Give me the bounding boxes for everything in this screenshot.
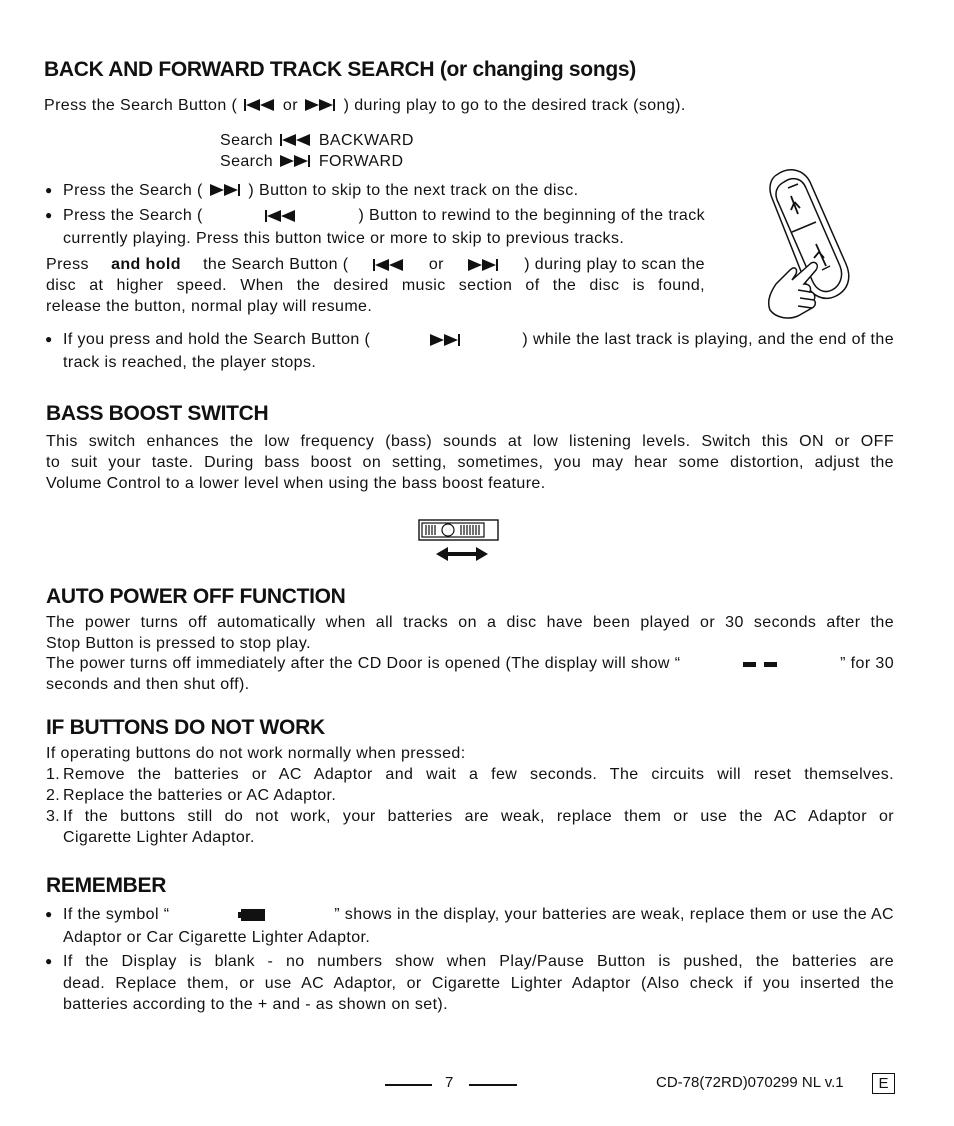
remember-display-line2: dead. Replace them, or use AC Adaptor, or Cigarette Lighter Adaptor (Also check if you inserted the [63,975,894,992]
b1-text-b: ) Button to skip to the next track on the disc. [248,182,579,199]
legend-backward-label: BACKWARD [318,132,414,149]
b3-text-a: If you press and hold the Search Button ( [63,331,371,348]
auto-power-line3 [46,653,894,674]
legend-backward [220,130,414,151]
remember-battery-line2: Adaptor or Car Cigarette Lighter Adaptor. [63,929,371,946]
language-badge: E [872,1073,895,1094]
bullet-icon: ● [45,183,53,197]
intro-or: or [282,97,298,114]
legend-search-label: Search [220,132,274,149]
and-hold-emphasis: and hold [111,256,181,273]
auto-power-l3-b: ” for 30 [840,655,894,672]
dash-display-icon [739,658,781,670]
auto-power-line4: seconds and then shut off). [46,676,250,693]
b2-text-a: Press the Search ( [63,207,203,224]
list-number-1: 1. [46,766,61,783]
press-word: Press [46,256,89,273]
page-number: 7 [445,1074,454,1091]
b2-text-b: ) Button to rewind to the beginning of the track [358,207,705,224]
list-item-1: Remove the batteries or AC Adaptor and wait a few seconds. The circuits will reset themselves. [63,766,894,783]
auto-power-line2: Stop Button is pressed to stop play. [46,635,311,652]
b3-text-b: ) while the last track is playing, and the end of the [522,331,894,348]
press-hold-line3: release the button, normal play will resume. [46,298,373,315]
track-search-intro [44,95,686,116]
auto-power-heading: AUTO POWER OFF FUNCTION [46,585,346,608]
bullet-skip-next [63,180,579,201]
list-item-3-cont: Cigarette Lighter Adaptor. [63,829,255,846]
bass-switch-illustration [418,518,500,564]
skip-forward-icon [210,184,242,196]
bullet-last-track-cont: track is reached, the player stops. [63,354,317,371]
buttons-intro: If operating buttons do not work normally when pressed: [46,745,466,762]
remember-display-line1: If the Display is blank - no numbers show when Play/Pause Button is pushed, the batteries are [63,953,894,970]
document-code: CD-78(72RD)070299 NL v.1 [656,1074,844,1091]
skip-back-icon [373,259,405,271]
remember-b1-a: If the symbol “ [63,906,170,923]
battery-icon [233,908,271,922]
remember-display-line3: batteries according to the + and - as shown on set). [63,996,449,1013]
legend-forward-label: FORWARD [318,153,404,170]
footer-rule-left [385,1084,432,1086]
press-hold-or: or [428,256,444,273]
remember-battery-line1 [63,904,894,925]
footer-rule-right [469,1084,517,1086]
b1-text-a: Press the Search ( [63,182,203,199]
hand-press-illustration [764,166,854,320]
skip-back-icon [265,210,297,222]
legend-forward [220,151,403,172]
intro-text-b: ) during play to go to the desired track (song). [343,97,686,114]
skip-forward-icon [430,334,462,346]
skip-forward-icon [305,99,337,111]
track-search-heading: BACK AND FORWARD TRACK SEARCH (or changing songs) [44,58,636,81]
skip-back-icon [244,99,276,111]
list-item-2: Replace the batteries or AC Adaptor. [63,787,337,804]
press-hold-text-a: the Search Button ( [203,256,349,273]
bullet-rewind [63,205,705,226]
bullet-icon: ● [45,208,53,222]
list-item-3: If the buttons still do not work, your batteries are weak, replace them or use the AC Adaptor or [63,808,894,825]
buttons-heading: IF BUTTONS DO NOT WORK [46,716,325,739]
skip-forward-icon [468,259,500,271]
bass-boost-line3: Volume Control to a lower level when using the bass boost feature. [46,475,546,492]
auto-power-line1: The power turns off automatically when all tracks on a disc have been played or 30 seconds after the [46,614,894,631]
bullet-icon: ● [45,954,53,968]
bullet-last-track [63,329,894,350]
remember-b1-b: ” shows in the display, your batteries are weak, replace them or use the AC [334,906,894,923]
press-hold-text-b: ) during play to scan the [524,256,705,273]
press-hold-line2: disc at higher speed. When the desired music section of the disc is found, [46,277,705,294]
bass-boost-line1: This switch enhances the low frequency (bass) sounds at low listening levels. Switch this ON or OFF [46,433,894,450]
list-number-2: 2. [46,787,61,804]
auto-power-l3-a: The power turns off immediately after the CD Door is opened (The display will show “ [46,655,681,672]
skip-back-icon [280,134,312,146]
bass-boost-heading: BASS BOOST SWITCH [46,402,269,425]
bullet-rewind-cont: currently playing. Press this button twice or more to skip to previous tracks. [63,230,625,247]
bass-boost-line2: to suit your taste. During bass boost on setting, sometimes, you may hear some distortion, adjust the [46,454,894,471]
press-hold-line1 [46,254,705,275]
skip-forward-icon [280,155,312,167]
legend-search-label: Search [220,153,274,170]
bullet-icon: ● [45,332,53,346]
intro-text-a: Press the Search Button ( [44,97,238,114]
remember-heading: REMEMBER [46,874,167,897]
bullet-icon: ● [45,907,53,921]
list-number-3: 3. [46,808,61,825]
double-arrow-icon [436,547,488,561]
